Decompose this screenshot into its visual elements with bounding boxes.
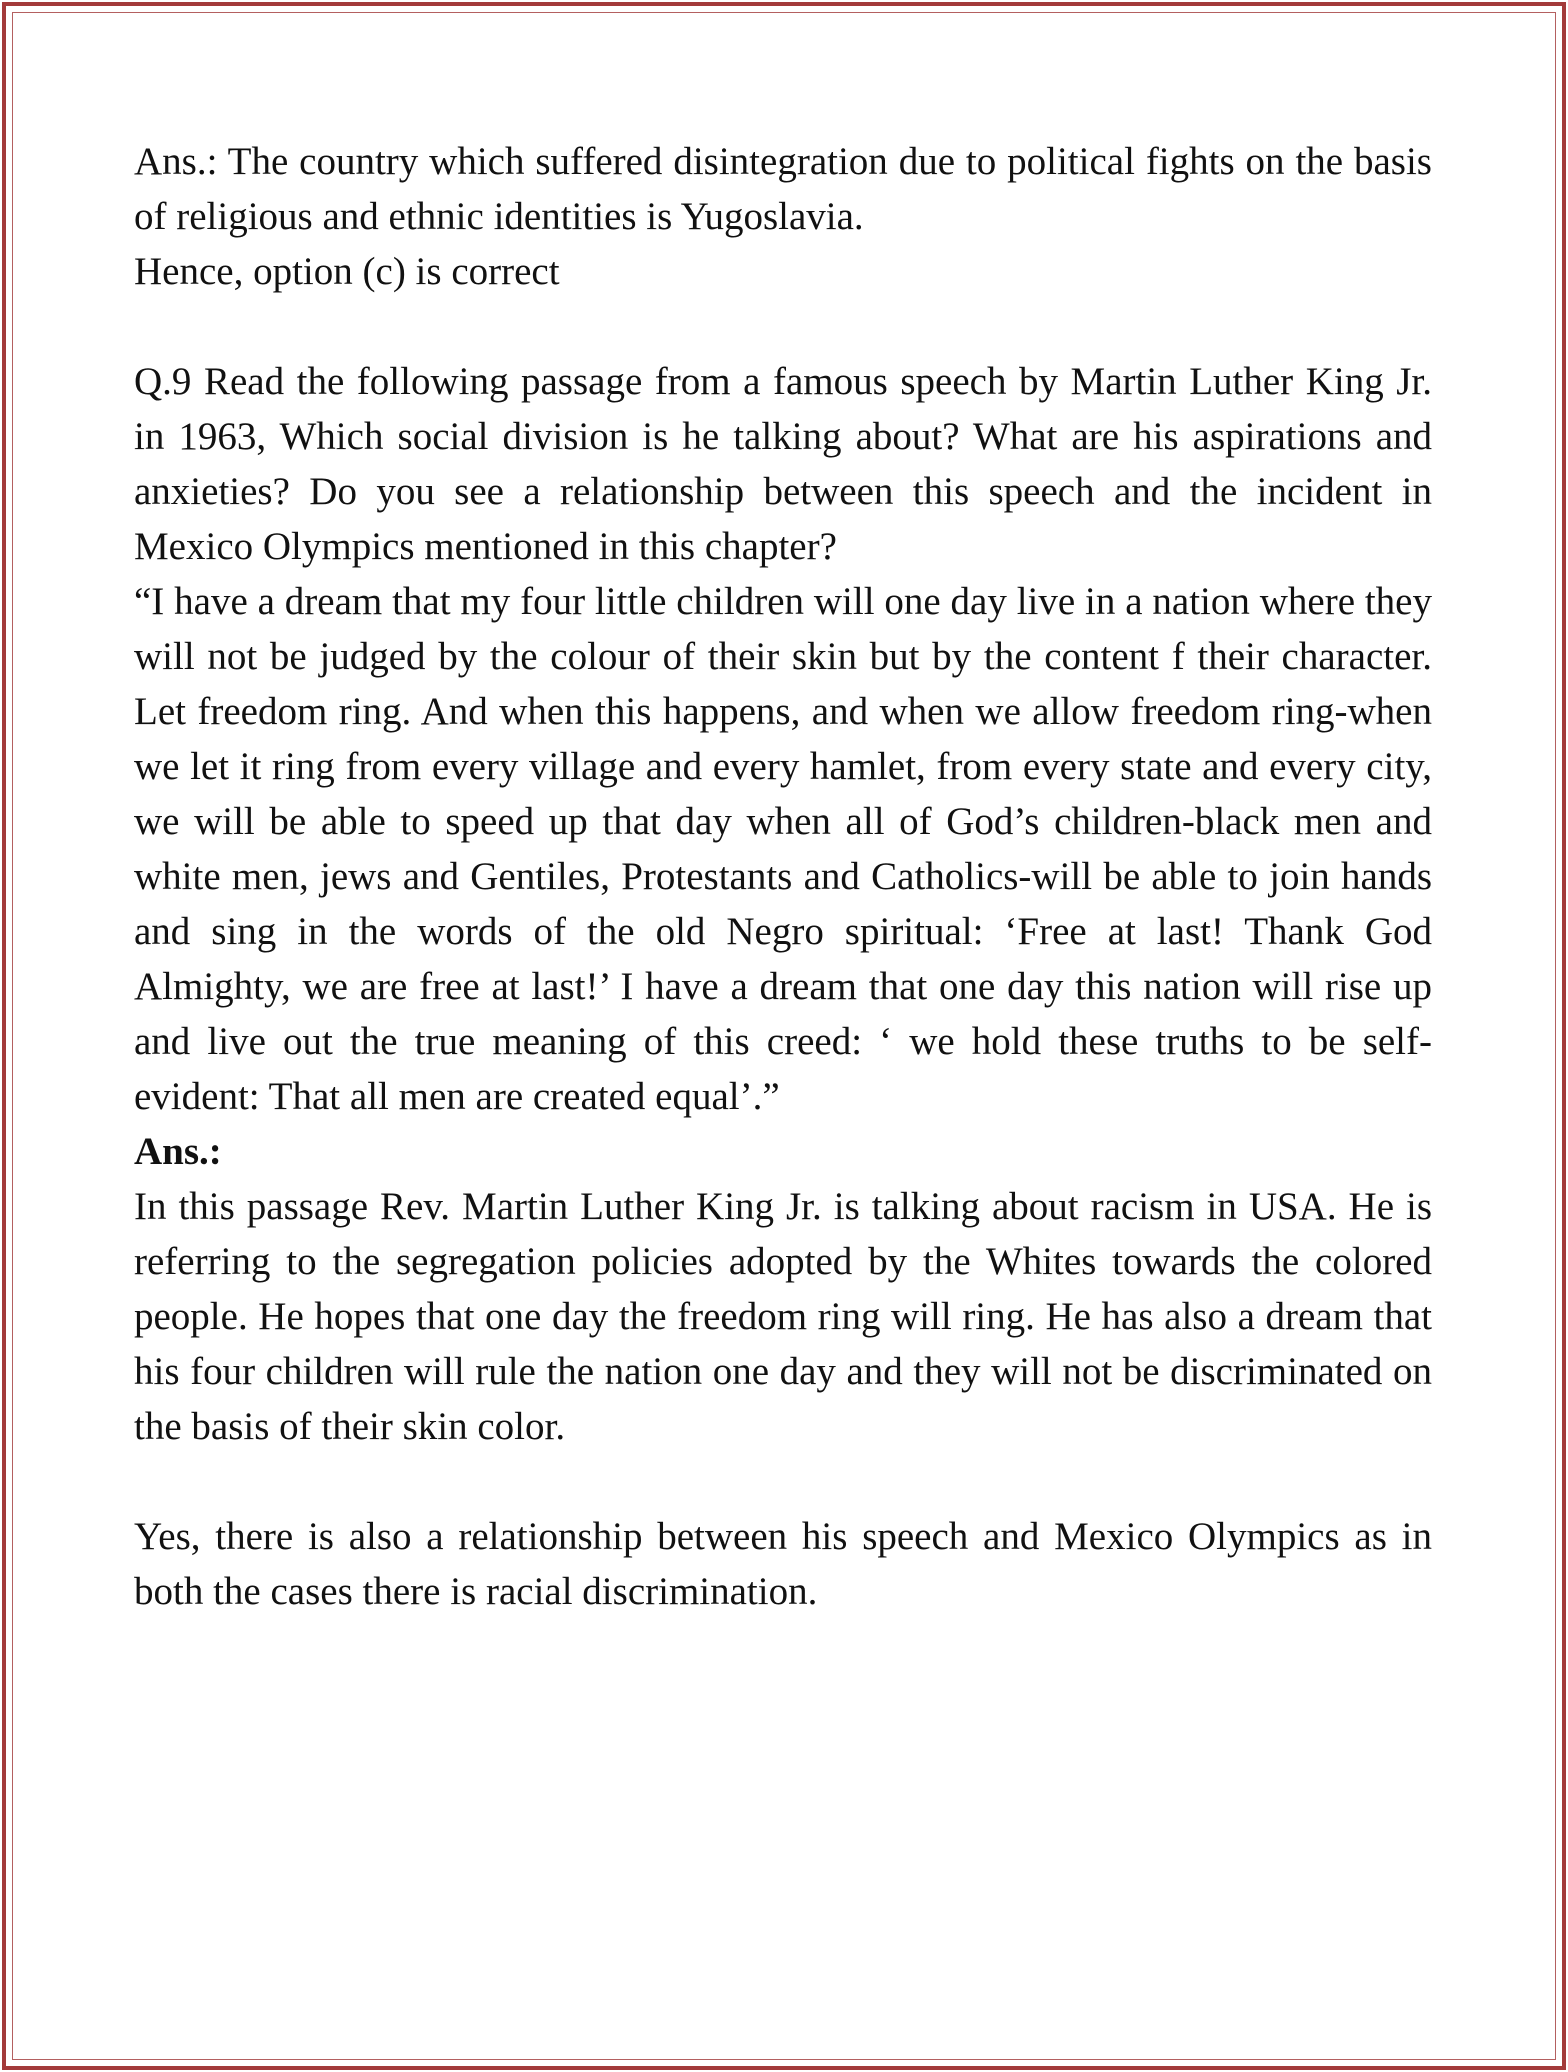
question-prompt: Q.9 Read the following passage from a famous speech by Martin Luther King Jr. in 1963, Which social division is he talking about? What are his aspirations and anxieties? Do you see a relationship between this speech and the incident in Mexico Olympics mentioned in this chapter?: [134, 360, 1432, 568]
previous-answer-conclusion: Hence, option (c) is correct: [134, 250, 560, 293]
paragraph-gap: [134, 299, 1432, 354]
page-content: [134, 134, 1432, 1619]
speech-quote: “I have a dream that my four little children will one day live in a nation where they will not be judged by the colour of their skin but by the content f their character. Let freedom ring. And when this happens, and when we allow freedom ring-when we let it ring from every village and every hamlet, from every state and every city, we will be able to speed up that day when all of God’s children-black men and white men, jews and Gentiles, Protestants and Catholics-will be able to join hands and sing in the words of the old Negro spiritual: ‘Free at last! Thank God Almighty, we are free at last!’ I have a dream that one day this nation will rise up and live out the true meaning of this creed: ‘ we hold these truths to be self-evident: That all men are created equal’.”: [134, 580, 1432, 1118]
answer-paragraph-1: In this passage Rev. Martin Luther King Jr. is talking about racism in USA. He is referring to the segregation policies adopted by the Whites towards the colored people. He hopes that one day the freedom ring will ring. He has also a dream that his four children will rule the nation one day and they will not be discriminated on the basis of their skin color.: [134, 1185, 1432, 1448]
paragraph-gap: [134, 1454, 1432, 1509]
answer-paragraph-2: Yes, there is also a relationship between his speech and Mexico Olympics as in both the cases there is racial discrimination.: [134, 1515, 1432, 1613]
previous-answer-text: Ans.: The country which suffered disintegration due to political fights on the basis of religious and ethnic identities is Yugoslavia.: [134, 140, 1432, 238]
answer-heading: Ans.:: [134, 1130, 222, 1173]
